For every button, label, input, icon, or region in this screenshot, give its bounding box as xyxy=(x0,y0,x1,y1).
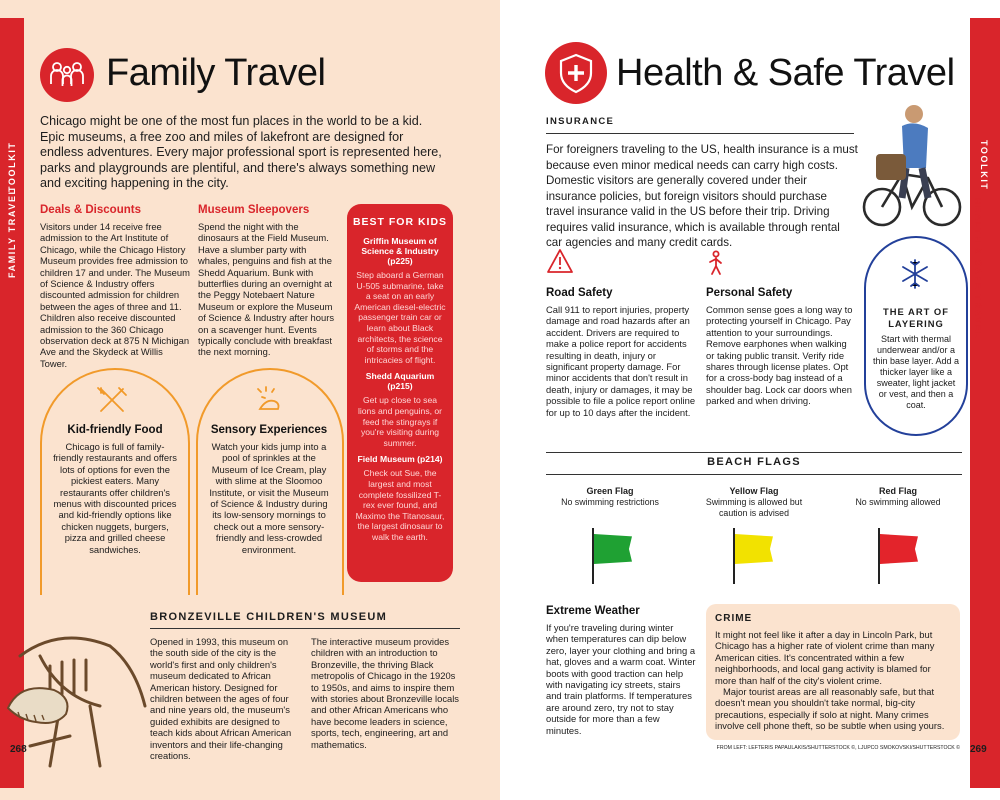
insurance-text: For foreigners traveling to the US, health insurance is a must because even minor medical needs can carry high costs. Domestic visitors are generally covered under their insurance policies, but foreign visitors should purchase travel insurance valid in the US before their trip. Driving requires valid insurance, which is available through rental car agencies and many credit cards. xyxy=(546,143,858,249)
layering-text: Start with thermal underwear and/or a thin base layer. Add a thicker layer like a sweater, light jacket or vest, and then a coat. xyxy=(872,334,960,410)
photo-credits: FROM LEFT: LEFTERIS PAPAULAKIS/SHUTTERSTOCK ©, LJUPCO SMOKOVSKI/SHUTTERSTOCK © xyxy=(716,745,960,751)
best-for-kids-box xyxy=(347,204,453,582)
flag-label xyxy=(560,486,660,508)
flag-name: Red Flag xyxy=(878,486,917,496)
right-tab-toolkit: TOOLKIT xyxy=(979,140,989,191)
extreme-weather-heading: Extreme Weather xyxy=(546,605,640,617)
bronzeville-col1: Opened in 1993, this museum on the south side of the city is the world's first and only children's museum dedicated to African American history. Designed for children between the ages of four and nine years old, the museum's guided exhibits are designed to teach kids about African American inventors and their life-changing creations. xyxy=(150,636,292,762)
flag-name: Green Flag xyxy=(586,486,634,496)
best-item-name: Shedd Aquarium (p215) xyxy=(365,371,435,392)
beach-flags-rule-top xyxy=(546,452,962,453)
red-flag xyxy=(880,534,918,564)
snowflake-icon xyxy=(899,258,931,295)
road-safety-heading: Road Safety xyxy=(546,287,613,299)
insurance-rule xyxy=(546,133,854,134)
crime-text-1: It might not feel like it after a day in Lincoln Park, but Chicago has a higher rate of violent crime than many American cities. It's concentrated within a few neighborhoods, and local gang activity is blamed for more than half of the city's violent crime. xyxy=(715,629,935,686)
crime-box xyxy=(706,604,960,740)
best-item-text: Get up close to sea lions and penguins, or feed the stingrays if you're visiting during summer. xyxy=(357,395,443,448)
page-number-right: 269 xyxy=(970,744,987,755)
bronzeville-rule xyxy=(150,628,460,629)
best-item-name: Field Museum (p214) xyxy=(357,454,443,465)
page-number-left: 268 xyxy=(10,744,27,755)
flag-pole xyxy=(878,528,880,584)
person-walking-icon xyxy=(705,250,727,281)
left-tab-toolkit: TOOLKIT xyxy=(7,141,17,192)
personal-safety-heading: Personal Safety xyxy=(706,287,793,299)
page-title: Health & Safe Travel xyxy=(616,52,955,94)
deals-text: Visitors under 14 receive free admission to the Art Institute of Chicago, while the Chicago History Museum provides free admission to children 17 and under. The Museum of Science & Industry offers discounted admission for children between the ages of three and 11. Children also receive discounted admission to the 360 Chicago observation deck at 875 N Michigan Ave and the Skydeck at Willis Tower. xyxy=(40,221,190,369)
beach-flags-rule xyxy=(546,474,962,475)
cyclist-image xyxy=(862,102,962,242)
best-item-text: Check out Sue, the largest and most complete fossilized T-rex ever found, and Maximo the Titanosaur, the largest dinosaur to walk the earth. xyxy=(355,468,445,542)
sleepovers-text: Spend the night with the dinosaurs at the Field Museum. Have a slumber party with whales, penguins and fish at the Shedd Aquarium. Bunk with butterflies during an overnight at the Peggy Notebaert Nature Museum or explore the Museum of Science & Industry after hours on a scavenger hunt. Events typically conclude with breakfast the next morning. xyxy=(198,221,335,358)
best-for-kids-heading: BEST FOR KIDS xyxy=(352,216,448,228)
right-tab-section: HEALTH & SAFE TRAVEL xyxy=(973,198,983,340)
insurance-heading: INSURANCE xyxy=(546,116,615,127)
road-safety-text: Call 911 to report injuries, property damage and road hazards after an accident. Drivers are required to make a police report for accidents resulting in death, injury or significant property damage. For minor accidents that don't result in death, injury or damages, it may be possible to file a police report online for up to 10 days after the incident. xyxy=(546,304,696,418)
personal-safety-text: Common sense goes a long way to protecting yourself in Chicago. Pay attention to your surroundings. Remove earphones when walking or taking public transit. Verify ride shares through license plates. Opt for a cross-body bag instead of a shoulder bag. Lock car doors when parked and when driving. xyxy=(706,304,853,407)
best-item-name: Griffin Museum of Science & Industry (p225) xyxy=(361,236,439,266)
page-title: Family Travel xyxy=(106,52,326,94)
flag-label xyxy=(848,486,948,508)
flag-pole xyxy=(733,528,735,584)
crime-heading: CRIME xyxy=(715,613,753,624)
family-icon xyxy=(40,48,94,102)
green-flag xyxy=(594,534,632,564)
flag-text: No swimming allowed xyxy=(855,497,941,507)
right-side-tab xyxy=(970,18,1000,788)
flag-name: Yellow Flag xyxy=(729,486,779,496)
bronzeville-col2: The interactive museum provides children with an introduction to Bronzeville, the thriving Black metropolis of Chicago in the 1920s to 1950s, and aims to inspire them with stories about Bronzeville locals and other African Americans who have become leaders in science, sports, tech, engineering, art and mathematics. xyxy=(311,636,459,750)
best-item-text: Step aboard a German U-505 submarine, take a seat on an early American diesel-electric passenger train car or learn about Black architects, the science of storms and the intricacies of flight. xyxy=(354,270,446,365)
deals-heading: Deals & Discounts xyxy=(40,204,141,216)
food-text: Chicago is full of family-friendly restaurants and offers lots of options for even the pickiest eaters. Many restaurants offer children's menus with discounted prices and kid-friendly options like chicken nuggets, burgers, pizza and grilled cheese sandwiches. xyxy=(53,441,177,555)
warning-icon xyxy=(546,248,574,279)
extreme-weather-text: If you're traveling during winter when temperatures can dip below zero, layer your clothing and bring a hat, gloves and a warm coat. Winter boots with good traction can help with navigating icy streets, stairs and train platforms. If temperatures are around zero, try not to stay outside for more than a few minutes. xyxy=(546,622,696,736)
food-heading: Kid-friendly Food xyxy=(67,424,163,436)
sensory-text: Watch your kids jump into a pool of sprinkles at the Museum of Ice Cream, play with slime at the Sloomoo Institute, or visit the Museum of Science & Industry during its low-sensory mornings to check out a more sensory-friendly and less-crowded environment. xyxy=(209,441,329,555)
yellow-flag xyxy=(735,534,773,564)
beach-flags-heading: BEACH FLAGS xyxy=(707,456,801,468)
left-tab-section: FAMILY TRAVEL xyxy=(7,187,17,278)
sprinkles-icon xyxy=(252,383,286,420)
flag-pole xyxy=(592,528,594,584)
layering-heading: THE ART OF LAYERING xyxy=(883,306,949,329)
sensory-heading: Sensory Experiences xyxy=(210,424,328,436)
crime-text-2: Major tourist areas are all reasonably safe, but that doesn't mean you shouldn't take normal, big-city precautions, especially if solo at night. Many crimes involve cell phone theft, so be subtle when using yours. xyxy=(715,686,945,732)
dinosaur-skeleton-image xyxy=(0,596,150,791)
sleepovers-heading: Museum Sleepovers xyxy=(198,204,310,216)
intro-text: Chicago might be one of the most fun places in the world to be a kid. Epic museums, a free zoo and miles of lakefront are designed for endless adventures. Every major professional sport is represented here, parks and playgrounds are plentiful, and there's always something new and exciting happening in the city. xyxy=(40,114,442,190)
flag-text: No swimming restrictions xyxy=(561,497,659,507)
flag-label xyxy=(704,486,804,519)
right-page xyxy=(500,0,1000,800)
utensils-icon xyxy=(95,385,129,420)
flag-text: Swimming is allowed but caution is advised xyxy=(705,497,803,518)
health-shield-icon xyxy=(545,42,607,104)
bronzeville-heading: BRONZEVILLE CHILDREN'S MUSEUM xyxy=(150,611,388,623)
